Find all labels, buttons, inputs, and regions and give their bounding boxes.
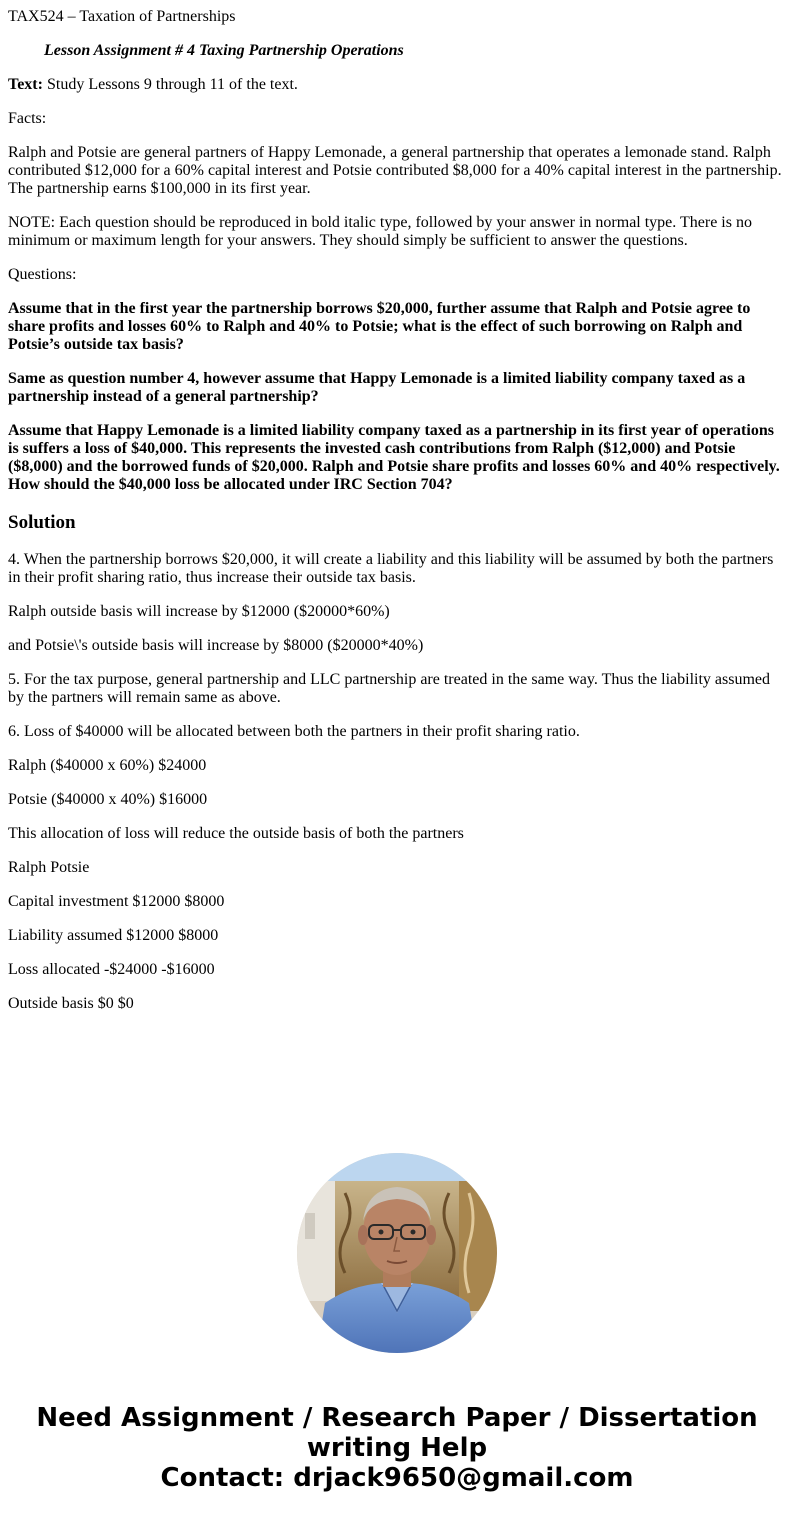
avatar-photo (297, 1153, 497, 1353)
solution-line: Potsie ($40000 x 40%) $16000 (8, 791, 208, 808)
solution-line: and Potsie\'s outside basis will increase by $8000 ($20000*40%) (8, 637, 424, 654)
promo-line-1: Need Assignment / Research Paper / Dissertation (36, 1403, 758, 1433)
note-paragraph: NOTE: Each question should be reproduced in bold italic type, followed by your answer in normal type. There is no minimum or maximum length for your answers. They should simply be sufficient to answer the questions. (8, 214, 752, 249)
solution-line: 6. Loss of $40000 will be allocated between both the partners in their profit sharing ratio. (8, 723, 580, 740)
promo-banner (0, 1403, 794, 1493)
course-title: TAX524 – Taxation of Partnerships (8, 8, 236, 25)
question-1: Assume that in the first year the partnership borrows $20,000, further assume that Ralph and Potsie agree to share profits and losses 60% to Ralph and 40% to Potsie; what is the effect of such borrowing on Ralph and Potsie’s outside tax basis? (8, 300, 751, 353)
text-label: Text: (8, 76, 43, 93)
text-line (8, 76, 786, 94)
solution-heading: Solution (8, 512, 76, 533)
solution-line: This allocation of loss will reduce the outside basis of both the partners (8, 825, 464, 842)
solution-line: 4. When the partnership borrows $20,000, it will create a liability and this liability will be assumed by both the partners in their profit sharing ratio, thus increase their outside tax basis. (8, 551, 774, 586)
text-value: Study Lessons 9 through 11 of the text. (42, 76, 298, 93)
promo-contact: Contact: drjack9650@gmail.com (160, 1463, 634, 1493)
lesson-title: Lesson Assignment # 4 Taxing Partnership Operations (44, 42, 404, 59)
questions-label: Questions: (8, 266, 77, 283)
solution-line: Ralph outside basis will increase by $12000 ($20000*60%) (8, 603, 390, 620)
question-2: Same as question number 4, however assume that Happy Lemonade is a limited liability company taxed as a partnership instead of a general partnership? (8, 370, 746, 405)
facts-label: Facts: (8, 110, 47, 127)
promo-line-2: writing Help (306, 1433, 488, 1463)
solution-line: Liability assumed $12000 $8000 (8, 927, 219, 944)
solution-line: Outside basis $0 $0 (8, 995, 134, 1012)
solution-line: Ralph Potsie (8, 859, 90, 876)
solution-line: Loss allocated -$24000 -$16000 (8, 961, 215, 978)
question-3: Assume that Happy Lemonade is a limited liability company taxed as a partnership in its first year of operations is suffers a loss of $40,000. This represents the invested cash contributions from Ralph ($12,000) and Potsie ($8,000) and the borrowed funds of $20,000. Ralph and Potsie share profits and losses 60% and 40% respectively. How should the $40,000 loss be allocated under IRC Section 704? (8, 422, 780, 493)
solution-line: Capital investment $12000 $8000 (8, 893, 225, 910)
solution-line: Ralph ($40000 x 60%) $24000 (8, 757, 207, 774)
author-avatar (297, 1153, 497, 1353)
solution-line: 5. For the tax purpose, general partnership and LLC partnership are treated in the same way. Thus the liability assumed by the partners will remain same as above. (8, 671, 770, 706)
facts-paragraph: Ralph and Potsie are general partners of Happy Lemonade, a general partnership that operates a lemonade stand. Ralph contributed $12,000 for a 60% capital interest and Potsie contributed $8,000 for a 40% capital interest in the partnership. The partnership earns $100,000 in its first year. (8, 144, 782, 197)
